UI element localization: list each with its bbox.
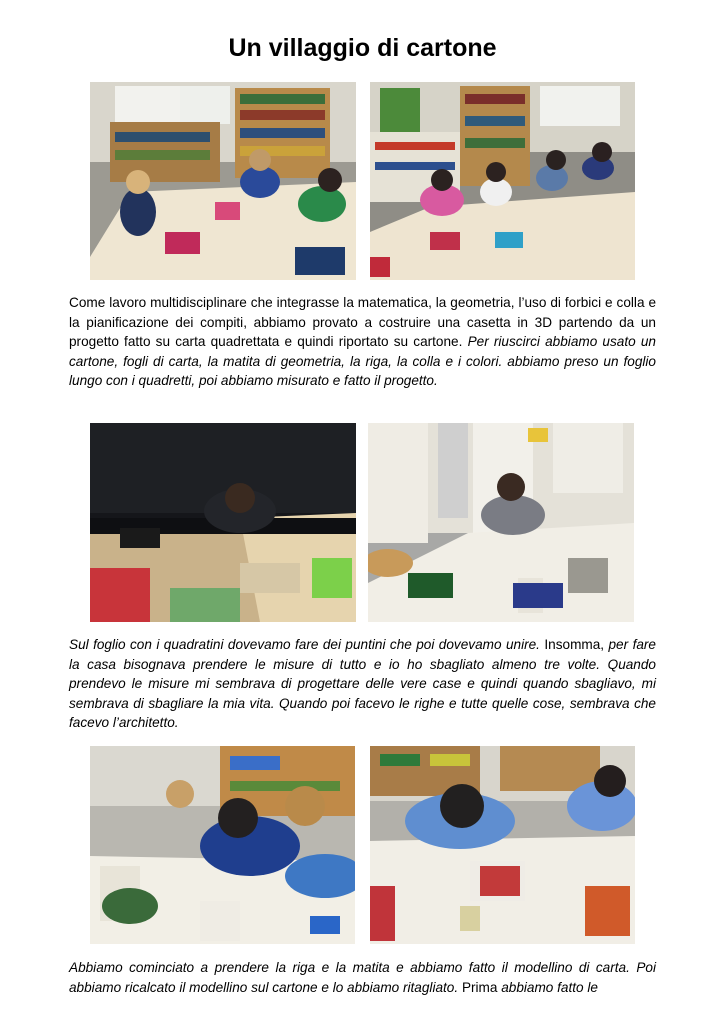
paragraph-2-italic-2: per fare la casa bisognava prendere le misure di tutto e io ho sbagliato almeno tre volte. Quando prendevo le misure mi sembrava di progettare delle vere case e quindi quando sbagliavo, mi sembrava di sbagliare la mia vita. Quando poi facevo le righe e tutte quelle cose, sembrava che facevo l’architetto. (69, 637, 656, 730)
classroom-photo-5 (90, 746, 355, 944)
classroom-photo-6 (370, 746, 635, 944)
paragraph-2 (69, 635, 656, 733)
classroom-photo-2 (370, 82, 635, 280)
paragraph-1 (69, 293, 656, 391)
paragraph-2-text: Insomma, (544, 637, 605, 652)
paragraph-2-italic: Sul foglio con i quadratini dovevamo fare dei puntini che poi dovevamo unire. (69, 637, 540, 652)
paragraph-3-italic-2: abbiamo fatto le (501, 979, 598, 995)
classroom-photo-1 (90, 82, 356, 280)
classroom-photo-3 (90, 423, 356, 622)
paragraph-3-italic: Abbiamo cominciato a prendere la riga e la matita e abbiamo fatto il modellino di carta. Poi abbiamo ricalcato il modellino sul cartone e lo abbiamo ritagliato. (69, 960, 656, 995)
classroom-photo-4 (368, 423, 634, 622)
paragraph-3 (69, 958, 656, 997)
page-title: Un villaggio di cartone (228, 34, 497, 62)
paragraph-1-italic: Per riuscirci abbiamo usato un cartone, fogli di carta, la matita di geometria, la riga, la colla e i colori. abbiamo preso un foglio lungo con i quadretti, poi abbiamo misurato e fatto il progetto. (69, 334, 656, 388)
paragraph-3-text: Prima (461, 979, 498, 995)
paragraph-1-text: Come lavoro multidisciplinare che integrasse la matematica, la geometria, l’uso di forbici e colla e la pianificazione dei compiti, abbiamo provato a costruire una casetta in 3D partendo da un progetto fatto su carta quadrettata e quindi riportato su cartone. (69, 295, 656, 349)
